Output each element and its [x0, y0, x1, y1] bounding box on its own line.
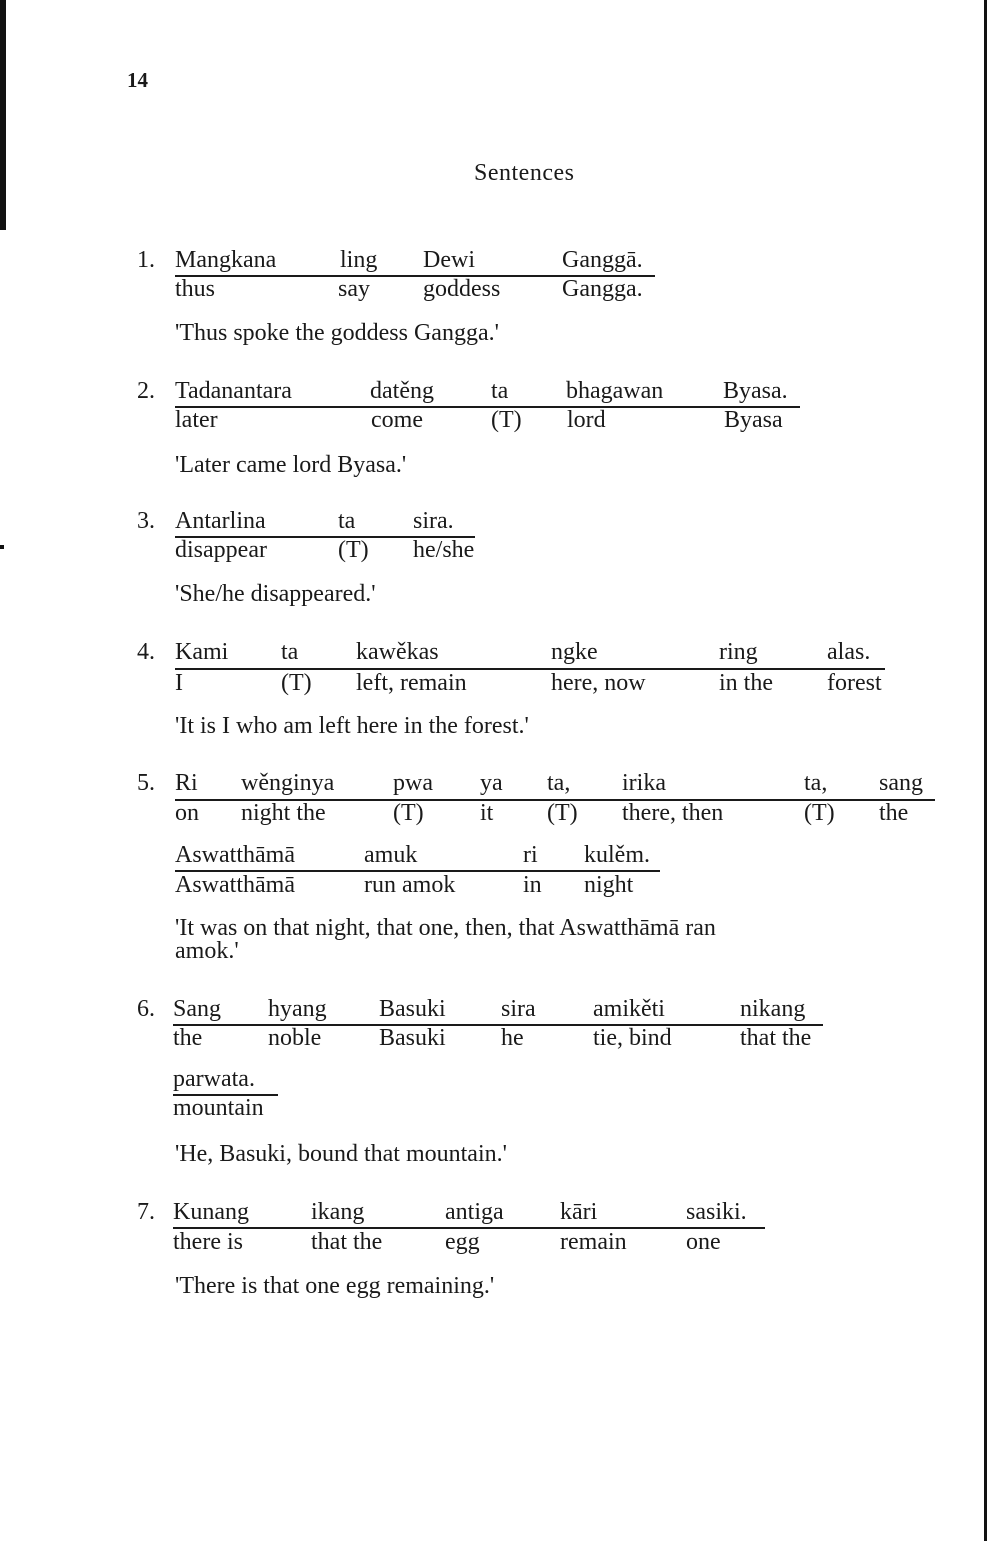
sentence-number: 3.: [137, 508, 155, 534]
gloss: mountain: [173, 1095, 264, 1121]
word: Kunang: [173, 1199, 249, 1225]
translation: 'She/he disappeared.': [175, 581, 376, 607]
word: sasiki.: [686, 1199, 747, 1225]
gloss: night the: [241, 800, 326, 826]
word: sira: [501, 996, 536, 1022]
gloss: egg: [445, 1229, 480, 1255]
word: Aswatthāmā: [175, 842, 295, 868]
word: ta: [491, 378, 509, 404]
gloss: forest: [827, 670, 882, 696]
gloss: (T): [804, 800, 835, 826]
gloss: there is: [173, 1229, 243, 1255]
section-heading: Sentences: [474, 160, 575, 186]
word: sang: [879, 770, 923, 796]
word: Byasa.: [723, 378, 788, 404]
gloss: that the: [311, 1229, 383, 1255]
word: ta,: [804, 770, 828, 796]
word: kawěkas: [356, 639, 439, 665]
gloss: he: [501, 1025, 524, 1051]
word: wěnginya: [241, 770, 335, 796]
gloss: the: [173, 1025, 203, 1051]
gloss: remain: [560, 1229, 627, 1255]
gloss: he/she: [413, 537, 475, 563]
gloss: goddess: [423, 276, 501, 302]
word: Tadanantara: [175, 378, 292, 404]
gloss: on: [175, 800, 199, 826]
word: Sang: [173, 996, 221, 1022]
translation: 'It was on that night, that one, then, that Aswatthāmā ran: [175, 915, 716, 941]
word: amikěti: [593, 996, 665, 1022]
gloss: say: [338, 276, 370, 302]
word: Ri: [175, 770, 198, 796]
gloss: later: [175, 407, 218, 433]
word: Antarlina: [175, 508, 266, 534]
word: ikang: [311, 1199, 365, 1225]
left-scan-mark: [0, 545, 4, 549]
sentence-number: 6.: [137, 996, 155, 1022]
gloss: tie, bind: [593, 1025, 672, 1051]
word: amuk: [364, 842, 418, 868]
gloss: (T): [281, 670, 312, 696]
word: ri: [523, 842, 538, 868]
gloss: it: [480, 800, 494, 826]
gloss: that the: [740, 1025, 812, 1051]
translation-continued: amok.': [175, 938, 239, 964]
word: Ganggā.: [562, 247, 643, 273]
word: bhagawan: [566, 378, 664, 404]
word: ring: [719, 639, 758, 665]
word: kāri: [560, 1199, 598, 1225]
word: kulěm.: [584, 842, 650, 868]
gloss: (T): [491, 407, 522, 433]
gloss: night: [584, 872, 634, 898]
gloss: left, remain: [356, 670, 467, 696]
translation: 'Later came lord Byasa.': [175, 452, 407, 478]
gloss: (T): [547, 800, 578, 826]
gloss: Gangga.: [562, 276, 643, 302]
word: Mangkana: [175, 247, 277, 273]
gloss: here, now: [551, 670, 646, 696]
word: pwa: [393, 770, 433, 796]
word: ngke: [551, 639, 598, 665]
translation: 'Thus spoke the goddess Gangga.': [175, 320, 499, 346]
gloss: Basuki: [379, 1025, 446, 1051]
gloss: Byasa: [724, 407, 783, 433]
word: nikang: [740, 996, 806, 1022]
word: ling: [340, 247, 378, 273]
gloss: one: [686, 1229, 721, 1255]
word: antiga: [445, 1199, 504, 1225]
word: ta,: [547, 770, 571, 796]
sentence-number: 2.: [137, 378, 155, 404]
word: datěng: [370, 378, 434, 404]
word: ta: [338, 508, 356, 534]
word: Kami: [175, 639, 229, 665]
gloss: run amok: [364, 872, 456, 898]
word: sira.: [413, 508, 454, 534]
underline: [175, 406, 800, 408]
gloss: (T): [338, 537, 369, 563]
word: alas.: [827, 639, 871, 665]
word: Dewi: [423, 247, 475, 273]
gloss: in the: [719, 670, 773, 696]
left-scan-edge: [0, 0, 6, 230]
gloss: there, then: [622, 800, 724, 826]
gloss: come: [371, 407, 423, 433]
sentence-number: 5.: [137, 770, 155, 796]
gloss: I: [175, 670, 183, 696]
word: parwata.: [173, 1066, 255, 1092]
gloss: lord: [567, 407, 606, 433]
gloss: thus: [175, 276, 216, 302]
word: hyang: [268, 996, 327, 1022]
page-number: 14: [127, 68, 148, 92]
translation: 'It is I who am left here in the forest.': [175, 713, 529, 739]
translation: 'There is that one egg remaining.': [175, 1273, 495, 1299]
translation: 'He, Basuki, bound that mountain.': [175, 1141, 507, 1167]
sentence-number: 4.: [137, 639, 155, 665]
gloss: in: [523, 872, 542, 898]
word: irika: [622, 770, 666, 796]
gloss: noble: [268, 1025, 322, 1051]
word: Basuki: [379, 996, 446, 1022]
gloss: Aswatthāmā: [175, 872, 295, 898]
word: ya: [480, 770, 503, 796]
sentence-number: 7.: [137, 1199, 155, 1225]
word: ta: [281, 639, 299, 665]
gloss: the: [879, 800, 909, 826]
gloss: (T): [393, 800, 424, 826]
sentence-number: 1.: [137, 247, 155, 273]
gloss: disappear: [175, 537, 267, 563]
